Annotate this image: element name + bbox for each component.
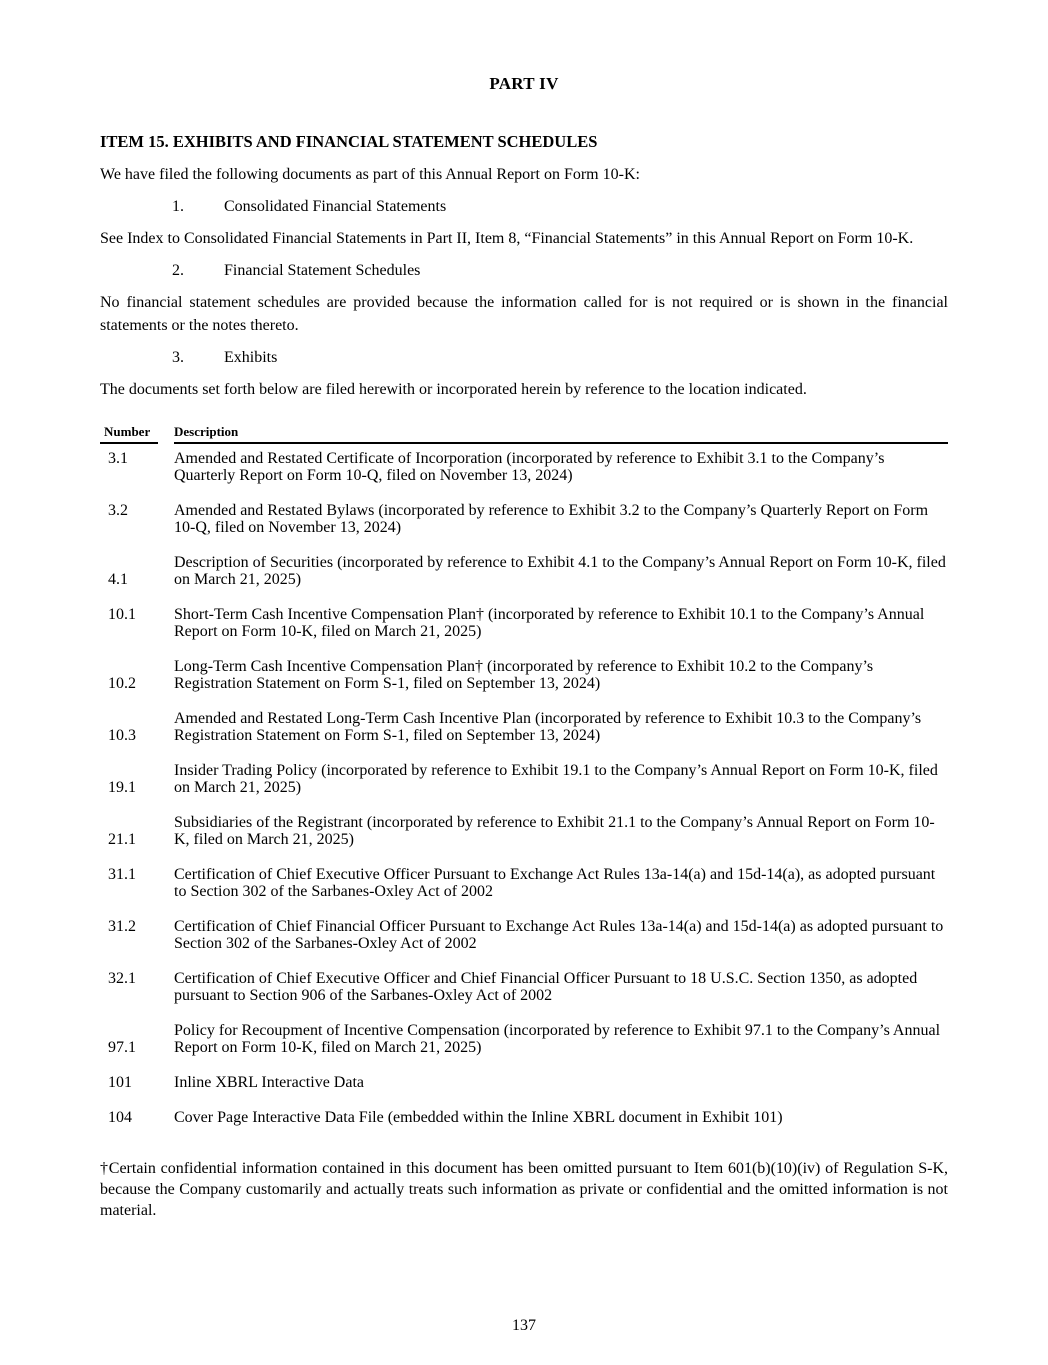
exhibit-row — [100, 658, 948, 710]
exhibit-row — [100, 970, 948, 1022]
exhibit-row — [100, 1109, 948, 1144]
exhibit-table-header-row — [100, 425, 948, 444]
exhibit-description: Inline XBRL Interactive Data — [174, 1074, 364, 1091]
exhibit-description: Amended and Restated Bylaws (incorporated by reference to Exhibit 3.2 to the Company’s Quarterly Report on Form 10-Q, filed on November 13, 2024) — [174, 502, 929, 536]
exhibit-description: Amended and Restated Certificate of Incorporation (incorporated by reference to Exhibit 3.1 to the Company’s Quarterly Report on Form 10-Q, filed on November 13, 2024) — [174, 450, 885, 484]
exhibit-number: 31.2 — [108, 918, 136, 935]
exhibit-description: Insider Trading Policy (incorporated by reference to Exhibit 19.1 to the Company’s Annual Report on Form 10-K, filed on March 21, 2025) — [174, 762, 938, 796]
list-item-number: 2. — [172, 262, 184, 279]
exhibit-number: 104 — [108, 1109, 132, 1126]
exhibit-description: Short-Term Cash Incentive Compensation Plan† (incorporated by reference to Exhibit 10.1 to the Company’s Annual Report on Form 10-K, filed on March 21, 2025) — [174, 606, 925, 640]
exhibit-description: Policy for Recoupment of Incentive Compensation (incorporated by reference to Exhibit 97.1 to the Company’s Annual Report on Form 10-K, filed on March 21, 2025) — [174, 1022, 941, 1056]
item-15-heading: ITEM 15. EXHIBITS AND FINANCIAL STATEMENT SCHEDULES — [100, 132, 598, 151]
page-number: 137 — [512, 1317, 536, 1334]
cell-spacer — [158, 1022, 174, 1074]
exhibit-row — [100, 814, 948, 866]
list-item-1 — [100, 195, 948, 218]
exhibit-description: Certification of Chief Financial Officer Pursuant to Exchange Act Rules 13a-14(a) and 15d-14(a) as adopted pursuant to Section 302 of the Sarbanes-Oxley Act of 2002 — [174, 918, 944, 952]
confidentiality-footnote: †Certain confidential information contained in this document has been omitted pursuant to Item 601(b)(10)(iv) of Regulation S-K, because the Company customarily and actually treats such information as private or confidential and the omitted information is not material. — [100, 1160, 948, 1219]
exhibit-description: Certification of Chief Executive Officer and Chief Financial Officer Pursuant to 18 U.S.C. Section 1350, as adopted pursuant to Section 906 of the Sarbanes-Oxley Act of 2002 — [174, 970, 918, 1004]
cell-spacer — [158, 710, 174, 762]
exhibit-row — [100, 762, 948, 814]
column-header-number: Number — [100, 425, 158, 444]
cell-spacer — [158, 554, 174, 606]
cell-spacer — [158, 658, 174, 710]
exhibit-number: 4.1 — [108, 571, 128, 588]
cell-spacer — [158, 814, 174, 866]
cell-spacer — [158, 444, 174, 502]
exhibit-description: Description of Securities (incorporated by reference to Exhibit 4.1 to the Company’s Annual Report on Form 10-K, filed on March 21, 2025) — [174, 554, 946, 588]
list-item-title: Exhibits — [224, 349, 278, 366]
cell-spacer — [158, 970, 174, 1022]
exhibit-row — [100, 1022, 948, 1074]
exhibit-row — [100, 502, 948, 554]
section-3-paragraph: The documents set forth below are filed herewith or incorporated herein by reference to the location indicated. — [100, 381, 807, 398]
cell-spacer — [158, 762, 174, 814]
intro-paragraph: We have filed the following documents as part of this Annual Report on Form 10-K: — [100, 166, 640, 183]
exhibit-number: 3.1 — [108, 450, 128, 467]
exhibit-row — [100, 918, 948, 970]
cell-spacer — [158, 918, 174, 970]
section-2-paragraph: No financial statement schedules are provided because the information called for is not required or is shown in the financial statements or the notes thereto. — [100, 294, 948, 334]
exhibit-number: 32.1 — [108, 970, 136, 987]
list-item-number: 3. — [172, 349, 184, 366]
exhibit-number: 101 — [108, 1074, 132, 1091]
section-1-paragraph: See Index to Consolidated Financial Statements in Part II, Item 8, “Financial Statements” in this Annual Report on Form 10-K. — [100, 230, 914, 247]
exhibit-description: Long-Term Cash Incentive Compensation Plan† (incorporated by reference to Exhibit 10.2 to the Company’s Registration Statement on Form S-1, filed on September 13, 2024) — [174, 658, 874, 692]
exhibit-number: 10.3 — [108, 727, 136, 744]
list-item-number: 1. — [172, 198, 184, 215]
exhibit-number: 19.1 — [108, 779, 136, 796]
exhibit-number: 21.1 — [108, 831, 136, 848]
exhibit-number: 10.1 — [108, 606, 136, 623]
exhibit-row — [100, 1074, 948, 1109]
exhibit-row — [100, 444, 948, 502]
list-item-title: Financial Statement Schedules — [224, 262, 421, 279]
list-item-2 — [100, 259, 948, 282]
exhibit-number: 3.2 — [108, 502, 128, 519]
exhibit-number: 97.1 — [108, 1039, 136, 1056]
exhibit-description: Cover Page Interactive Data File (embedded within the Inline XBRL document in Exhibit 101) — [174, 1109, 783, 1126]
part-title: PART IV — [489, 74, 559, 93]
cell-spacer — [158, 866, 174, 918]
column-spacer — [158, 425, 174, 444]
exhibit-table — [100, 425, 948, 1144]
exhibit-number: 31.1 — [108, 866, 136, 883]
cell-spacer — [158, 1109, 174, 1144]
cell-spacer — [158, 502, 174, 554]
cell-spacer — [158, 606, 174, 658]
exhibit-row — [100, 866, 948, 918]
list-item-3 — [100, 346, 948, 369]
exhibit-row — [100, 554, 948, 606]
exhibit-description: Certification of Chief Executive Officer Pursuant to Exchange Act Rules 13a-14(a) and 15d-14(a), as adopted pursuant to Section 302 of the Sarbanes-Oxley Act of 2002 — [174, 866, 936, 900]
cell-spacer — [158, 1074, 174, 1109]
exhibit-row — [100, 710, 948, 762]
exhibit-description: Subsidiaries of the Registrant (incorporated by reference to Exhibit 21.1 to the Company’s Annual Report on Form 10-K, filed on March 21, 2025) — [174, 814, 935, 848]
exhibit-number: 10.2 — [108, 675, 136, 692]
exhibit-description: Amended and Restated Long-Term Cash Incentive Plan (incorporated by reference to Exhibit 10.3 to the Company’s Registration Statement on Form S-1, filed on September 13, 2024) — [174, 710, 922, 744]
column-header-description: Description — [174, 425, 948, 444]
exhibit-row — [100, 606, 948, 658]
list-item-title: Consolidated Financial Statements — [224, 198, 447, 215]
